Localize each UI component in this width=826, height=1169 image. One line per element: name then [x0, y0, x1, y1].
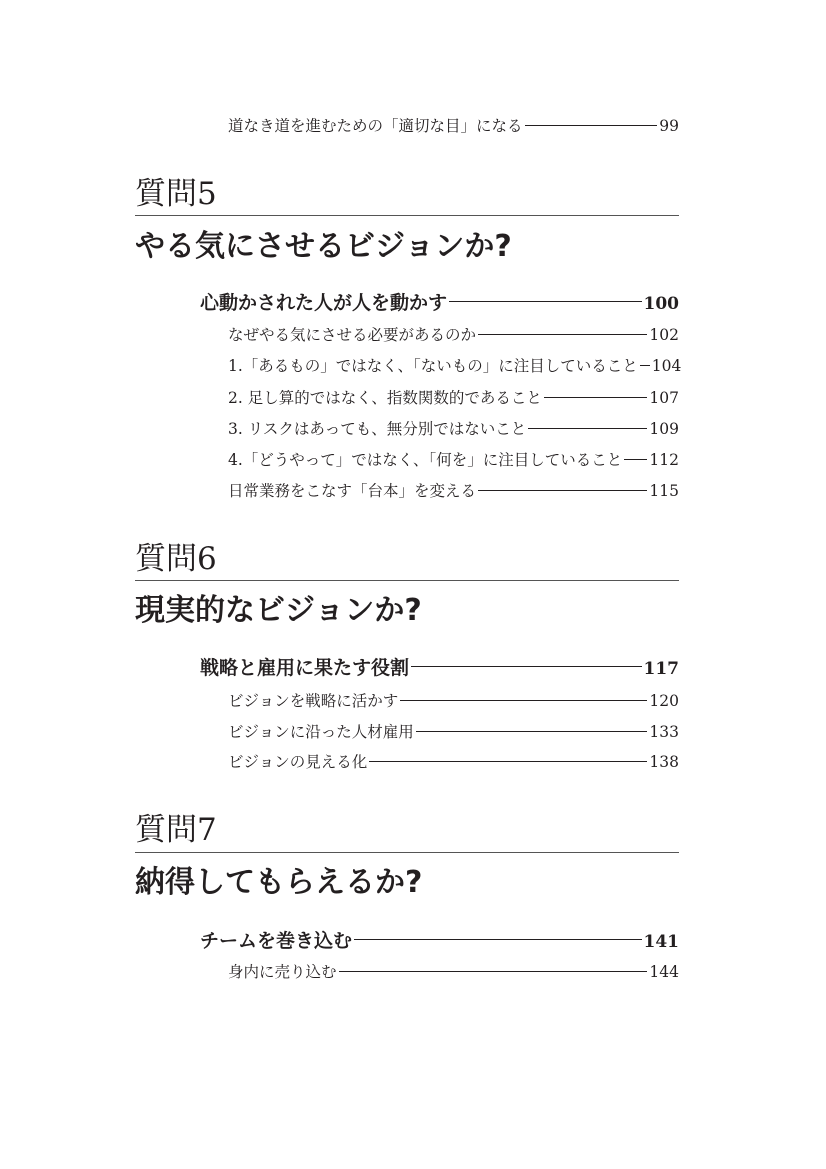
toc-entry[interactable]	[228, 386, 679, 408]
toc-entry-title: 4.「どうやって」ではなく、「何を」に注目していること	[228, 451, 623, 469]
dot-leader	[624, 459, 647, 460]
toc-entry-title: 1.「あるもの」ではなく、「ないもの」に注目していること	[228, 357, 638, 375]
toc-entry-page: 102	[649, 326, 679, 344]
dot-leader	[354, 939, 641, 940]
dot-leader	[525, 125, 658, 126]
toc-entry-title: ビジョンの見える化	[228, 753, 368, 771]
toc-entry[interactable]	[228, 354, 682, 376]
dot-leader	[339, 971, 648, 972]
toc-entry-page: 109	[649, 420, 679, 438]
dot-leader	[478, 490, 647, 491]
dot-leader	[449, 301, 641, 302]
toc-entry[interactable]	[228, 960, 679, 982]
toc-entry-page: 99	[659, 117, 679, 135]
chapter-entry[interactable]	[200, 288, 679, 315]
toc-entry-page: 144	[649, 963, 679, 981]
toc-entry-title: 2. 足し算的ではなく、指数関数的であること	[228, 389, 542, 407]
section-rule	[135, 215, 679, 216]
dot-leader	[528, 428, 647, 429]
toc-entry[interactable]	[228, 689, 679, 711]
question-label: 質問7	[135, 812, 217, 848]
toc-entry-title: 日常業務をこなす「台本」を変える	[228, 482, 477, 500]
chapter-page: 141	[643, 932, 679, 952]
question-title: やる気にさせるビジョンか?	[135, 229, 512, 264]
question-label: 質問6	[135, 541, 217, 577]
toc-entry-page: 104	[651, 357, 682, 375]
dot-leader	[411, 666, 641, 667]
toc-entry[interactable]	[228, 720, 679, 742]
toc-entry-page: 133	[649, 723, 679, 741]
section-rule	[135, 580, 679, 581]
chapter-title: 戦略と雇用に果たす役割	[200, 657, 410, 679]
chapter-page: 100	[643, 294, 679, 314]
toc-entry[interactable]	[228, 750, 679, 772]
dot-leader	[640, 365, 650, 366]
toc-entry-title: ビジョンに沿った人材雇用	[228, 723, 414, 741]
toc-entry-title: なぜやる気にさせる必要があるのか	[228, 326, 477, 344]
section-rule	[135, 852, 679, 853]
toc-entry-page: 138	[649, 753, 679, 771]
toc-entry-title: ビジョンを戦略に活かす	[228, 692, 399, 710]
question-title: 納得してもらえるか?	[135, 865, 423, 900]
toc-entry-page: 115	[649, 482, 679, 500]
question-title: 現実的なビジョンか?	[135, 593, 422, 628]
dot-leader	[478, 334, 647, 335]
toc-entry[interactable]	[228, 479, 679, 501]
chapter-entry[interactable]	[200, 653, 679, 680]
question-label: 質問5	[135, 176, 217, 212]
toc-entry[interactable]	[228, 448, 679, 470]
toc-entry-title: 身内に売り込む	[228, 963, 337, 981]
dot-leader	[544, 397, 647, 398]
dot-leader	[416, 731, 648, 732]
dot-leader	[400, 700, 647, 701]
dot-leader	[369, 761, 647, 762]
toc-entry[interactable]	[228, 417, 679, 439]
toc-entry-page: 120	[649, 692, 679, 710]
chapter-page: 117	[643, 659, 679, 679]
toc-entry[interactable]	[228, 323, 679, 345]
toc-entry[interactable]	[228, 114, 679, 136]
toc-entry-page: 112	[649, 451, 679, 469]
chapter-title: 心動かされた人が人を動かす	[200, 292, 448, 314]
chapter-entry[interactable]	[200, 926, 679, 953]
toc-entry-title: 3. リスクはあっても、無分別ではないこと	[228, 420, 527, 438]
toc-entry-title: 道なき道を進むための「適切な目」になる	[228, 117, 523, 135]
toc-entry-page: 107	[649, 389, 679, 407]
chapter-title: チームを巻き込む	[200, 930, 353, 952]
